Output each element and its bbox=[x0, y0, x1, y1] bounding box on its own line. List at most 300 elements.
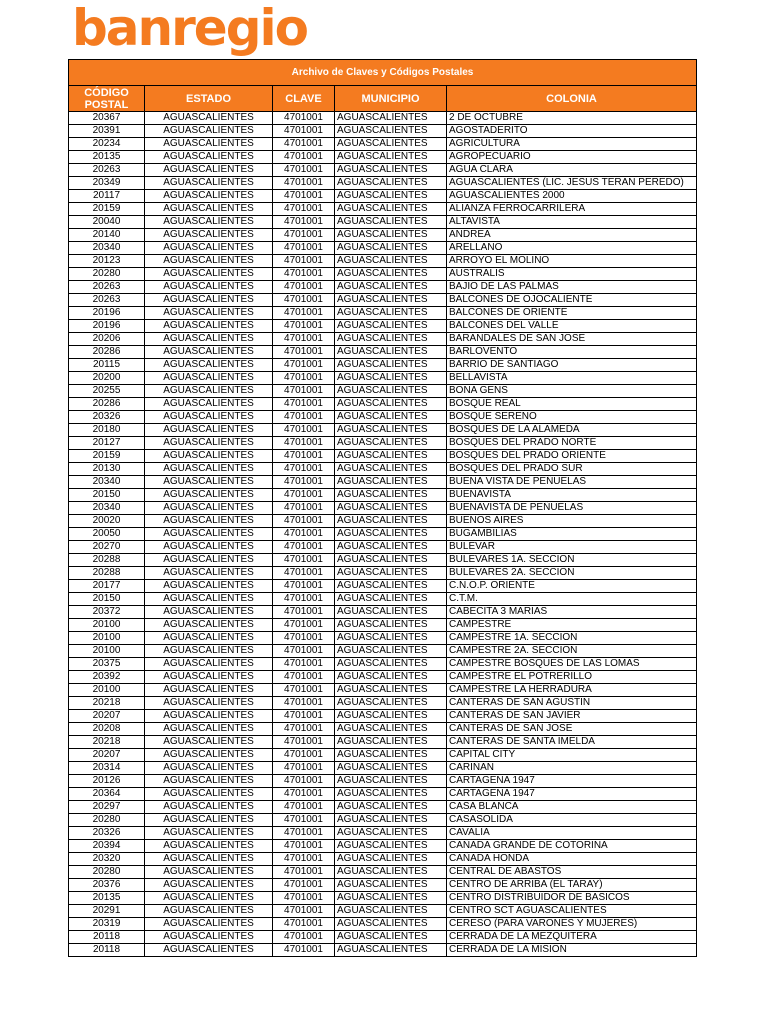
cell-colonia: AUSTRALIS bbox=[447, 268, 697, 281]
table-row bbox=[69, 619, 697, 632]
cell-municipio: AGUASCALIENTES bbox=[335, 866, 447, 879]
cell-codigo-postal: 20040 bbox=[69, 216, 145, 229]
cell-colonia: CARTAGENA 1947 bbox=[447, 775, 697, 788]
table-row bbox=[69, 528, 697, 541]
table-row bbox=[69, 164, 697, 177]
cell-codigo-postal: 20100 bbox=[69, 684, 145, 697]
cell-codigo-postal: 20326 bbox=[69, 827, 145, 840]
cell-estado: AGUASCALIENTES bbox=[145, 177, 273, 190]
cell-clave: 4701001 bbox=[273, 827, 335, 840]
table-title: Archivo de Claves y Códigos Postales bbox=[69, 60, 697, 86]
cell-municipio: AGUASCALIENTES bbox=[335, 203, 447, 216]
cell-clave: 4701001 bbox=[273, 164, 335, 177]
table-row bbox=[69, 372, 697, 385]
cell-clave: 4701001 bbox=[273, 203, 335, 216]
cell-estado: AGUASCALIENTES bbox=[145, 697, 273, 710]
cell-estado: AGUASCALIENTES bbox=[145, 749, 273, 762]
cell-codigo-postal: 20263 bbox=[69, 294, 145, 307]
cell-colonia: CAMPESTRE LA HERRADURA bbox=[447, 684, 697, 697]
cell-estado: AGUASCALIENTES bbox=[145, 125, 273, 138]
cell-colonia: BALCONES DE OJOCALIENTE bbox=[447, 294, 697, 307]
cell-clave: 4701001 bbox=[273, 840, 335, 853]
cell-clave: 4701001 bbox=[273, 489, 335, 502]
cell-colonia: BAJIO DE LAS PALMAS bbox=[447, 281, 697, 294]
cell-estado: AGUASCALIENTES bbox=[145, 515, 273, 528]
cell-colonia: CENTRO DE ARRIBA (EL TARAY) bbox=[447, 879, 697, 892]
cell-municipio: AGUASCALIENTES bbox=[335, 255, 447, 268]
cell-clave: 4701001 bbox=[273, 684, 335, 697]
table-row bbox=[69, 866, 697, 879]
cell-estado: AGUASCALIENTES bbox=[145, 476, 273, 489]
cell-clave: 4701001 bbox=[273, 749, 335, 762]
cell-codigo-postal: 20130 bbox=[69, 463, 145, 476]
cell-estado: AGUASCALIENTES bbox=[145, 164, 273, 177]
cell-colonia: ARELLANO bbox=[447, 242, 697, 255]
cell-codigo-postal: 20208 bbox=[69, 723, 145, 736]
cell-municipio: AGUASCALIENTES bbox=[335, 684, 447, 697]
cell-colonia: CENTRAL DE ABASTOS bbox=[447, 866, 697, 879]
cell-estado: AGUASCALIENTES bbox=[145, 281, 273, 294]
cell-municipio: AGUASCALIENTES bbox=[335, 788, 447, 801]
table-row bbox=[69, 216, 697, 229]
cell-municipio: AGUASCALIENTES bbox=[335, 918, 447, 931]
cell-municipio: AGUASCALIENTES bbox=[335, 385, 447, 398]
cell-estado: AGUASCALIENTES bbox=[145, 632, 273, 645]
cell-colonia: BALCONES DEL VALLE bbox=[447, 320, 697, 333]
cell-estado: AGUASCALIENTES bbox=[145, 216, 273, 229]
table-row bbox=[69, 697, 697, 710]
cell-codigo-postal: 20340 bbox=[69, 502, 145, 515]
cell-codigo-postal: 20375 bbox=[69, 658, 145, 671]
cell-clave: 4701001 bbox=[273, 138, 335, 151]
cell-municipio: AGUASCALIENTES bbox=[335, 346, 447, 359]
cell-municipio: AGUASCALIENTES bbox=[335, 775, 447, 788]
cell-codigo-postal: 20100 bbox=[69, 645, 145, 658]
table-row bbox=[69, 476, 697, 489]
cell-estado: AGUASCALIENTES bbox=[145, 723, 273, 736]
cell-clave: 4701001 bbox=[273, 528, 335, 541]
cell-estado: AGUASCALIENTES bbox=[145, 788, 273, 801]
cell-clave: 4701001 bbox=[273, 567, 335, 580]
cell-estado: AGUASCALIENTES bbox=[145, 580, 273, 593]
cell-municipio: AGUASCALIENTES bbox=[335, 138, 447, 151]
cell-clave: 4701001 bbox=[273, 736, 335, 749]
cell-codigo-postal: 20159 bbox=[69, 450, 145, 463]
table-row bbox=[69, 177, 697, 190]
cell-clave: 4701001 bbox=[273, 697, 335, 710]
cell-clave: 4701001 bbox=[273, 671, 335, 684]
cell-codigo-postal: 20117 bbox=[69, 190, 145, 203]
cell-municipio: AGUASCALIENTES bbox=[335, 320, 447, 333]
cell-colonia: AGROPECUARIO bbox=[447, 151, 697, 164]
cell-municipio: AGUASCALIENTES bbox=[335, 229, 447, 242]
table-row bbox=[69, 840, 697, 853]
cell-municipio: AGUASCALIENTES bbox=[335, 307, 447, 320]
cell-codigo-postal: 20340 bbox=[69, 242, 145, 255]
cell-clave: 4701001 bbox=[273, 944, 335, 957]
table-row bbox=[69, 775, 697, 788]
cell-colonia: C.T.M. bbox=[447, 593, 697, 606]
cell-colonia: CANTERAS DE SANTA IMELDA bbox=[447, 736, 697, 749]
cell-colonia: C.N.O.P. ORIENTE bbox=[447, 580, 697, 593]
cell-colonia: AGRICULTURA bbox=[447, 138, 697, 151]
cell-municipio: AGUASCALIENTES bbox=[335, 671, 447, 684]
cell-colonia: BUENA VISTA DE PEÑUELAS bbox=[447, 476, 697, 489]
cell-clave: 4701001 bbox=[273, 814, 335, 827]
cell-colonia: CANTERAS DE SAN AGUSTIN bbox=[447, 697, 697, 710]
cell-clave: 4701001 bbox=[273, 853, 335, 866]
cell-codigo-postal: 20180 bbox=[69, 424, 145, 437]
table-row bbox=[69, 294, 697, 307]
cell-clave: 4701001 bbox=[273, 580, 335, 593]
cell-codigo-postal: 20135 bbox=[69, 892, 145, 905]
table-row bbox=[69, 385, 697, 398]
cell-clave: 4701001 bbox=[273, 632, 335, 645]
cell-clave: 4701001 bbox=[273, 541, 335, 554]
cell-estado: AGUASCALIENTES bbox=[145, 138, 273, 151]
cell-clave: 4701001 bbox=[273, 658, 335, 671]
cell-estado: AGUASCALIENTES bbox=[145, 944, 273, 957]
cell-clave: 4701001 bbox=[273, 775, 335, 788]
cell-estado: AGUASCALIENTES bbox=[145, 736, 273, 749]
table-row bbox=[69, 879, 697, 892]
cell-municipio: AGUASCALIENTES bbox=[335, 333, 447, 346]
table-row bbox=[69, 892, 697, 905]
cell-municipio: AGUASCALIENTES bbox=[335, 645, 447, 658]
cell-codigo-postal: 20206 bbox=[69, 333, 145, 346]
cell-codigo-postal: 20234 bbox=[69, 138, 145, 151]
table-row bbox=[69, 203, 697, 216]
cell-estado: AGUASCALIENTES bbox=[145, 203, 273, 216]
cell-colonia: CAMPESTRE bbox=[447, 619, 697, 632]
cell-colonia: AGUA CLARA bbox=[447, 164, 697, 177]
cell-municipio: AGUASCALIENTES bbox=[335, 476, 447, 489]
cell-colonia: CAVALIA bbox=[447, 827, 697, 840]
cell-codigo-postal: 20364 bbox=[69, 788, 145, 801]
cell-municipio: AGUASCALIENTES bbox=[335, 827, 447, 840]
cell-colonia: BARLOVENTO bbox=[447, 346, 697, 359]
cell-codigo-postal: 20255 bbox=[69, 385, 145, 398]
cell-estado: AGUASCALIENTES bbox=[145, 567, 273, 580]
cell-municipio: AGUASCALIENTES bbox=[335, 879, 447, 892]
table-row bbox=[69, 502, 697, 515]
table-row bbox=[69, 333, 697, 346]
cell-municipio: AGUASCALIENTES bbox=[335, 710, 447, 723]
cell-municipio: AGUASCALIENTES bbox=[335, 125, 447, 138]
cell-clave: 4701001 bbox=[273, 190, 335, 203]
cell-estado: AGUASCALIENTES bbox=[145, 190, 273, 203]
cell-colonia: AGOSTADERITO bbox=[447, 125, 697, 138]
cell-estado: AGUASCALIENTES bbox=[145, 463, 273, 476]
cell-codigo-postal: 20286 bbox=[69, 398, 145, 411]
cell-codigo-postal: 20297 bbox=[69, 801, 145, 814]
cell-colonia: BUENAVISTA DE PEÑUELAS bbox=[447, 502, 697, 515]
cell-municipio: AGUASCALIENTES bbox=[335, 450, 447, 463]
cell-clave: 4701001 bbox=[273, 723, 335, 736]
cell-colonia: CANTERAS DE SAN JOSE bbox=[447, 723, 697, 736]
cell-municipio: AGUASCALIENTES bbox=[335, 190, 447, 203]
cell-municipio: AGUASCALIENTES bbox=[335, 944, 447, 957]
cell-estado: AGUASCALIENTES bbox=[145, 840, 273, 853]
cell-codigo-postal: 20118 bbox=[69, 944, 145, 957]
cell-codigo-postal: 20288 bbox=[69, 554, 145, 567]
cell-municipio: AGUASCALIENTES bbox=[335, 814, 447, 827]
cell-estado: AGUASCALIENTES bbox=[145, 359, 273, 372]
cell-codigo-postal: 20150 bbox=[69, 593, 145, 606]
cell-clave: 4701001 bbox=[273, 593, 335, 606]
cell-estado: AGUASCALIENTES bbox=[145, 645, 273, 658]
cell-clave: 4701001 bbox=[273, 463, 335, 476]
cell-municipio: AGUASCALIENTES bbox=[335, 723, 447, 736]
cell-estado: AGUASCALIENTES bbox=[145, 918, 273, 931]
table-row bbox=[69, 398, 697, 411]
table-row bbox=[69, 944, 697, 957]
cell-colonia: BUENOS AIRES bbox=[447, 515, 697, 528]
table-row bbox=[69, 489, 697, 502]
table-row bbox=[69, 658, 697, 671]
cell-colonia: BARRIO DE SANTIAGO bbox=[447, 359, 697, 372]
table-body bbox=[69, 112, 697, 957]
cell-municipio: AGUASCALIENTES bbox=[335, 463, 447, 476]
table-row bbox=[69, 268, 697, 281]
cell-municipio: AGUASCALIENTES bbox=[335, 398, 447, 411]
cell-estado: AGUASCALIENTES bbox=[145, 398, 273, 411]
cell-estado: AGUASCALIENTES bbox=[145, 346, 273, 359]
header-colonia: COLONIA bbox=[447, 86, 697, 112]
cell-municipio: AGUASCALIENTES bbox=[335, 840, 447, 853]
postal-code-sheet bbox=[68, 59, 696, 957]
cell-estado: AGUASCALIENTES bbox=[145, 866, 273, 879]
cell-municipio: AGUASCALIENTES bbox=[335, 411, 447, 424]
cell-estado: AGUASCALIENTES bbox=[145, 229, 273, 242]
cell-colonia: AGUASCALIENTES (LIC. JESUS TERAN PEREDO) bbox=[447, 177, 697, 190]
cell-municipio: AGUASCALIENTES bbox=[335, 801, 447, 814]
cell-codigo-postal: 20207 bbox=[69, 749, 145, 762]
header-clave: CLAVE bbox=[273, 86, 335, 112]
cell-colonia: AGUASCALIENTES 2000 bbox=[447, 190, 697, 203]
cell-estado: AGUASCALIENTES bbox=[145, 255, 273, 268]
cell-codigo-postal: 20376 bbox=[69, 879, 145, 892]
cell-codigo-postal: 20207 bbox=[69, 710, 145, 723]
cell-estado: AGUASCALIENTES bbox=[145, 710, 273, 723]
cell-clave: 4701001 bbox=[273, 320, 335, 333]
cell-estado: AGUASCALIENTES bbox=[145, 450, 273, 463]
cell-clave: 4701001 bbox=[273, 866, 335, 879]
cell-clave: 4701001 bbox=[273, 398, 335, 411]
header-estado: ESTADO bbox=[145, 86, 273, 112]
cell-colonia: ALIANZA FERROCARRILERA bbox=[447, 203, 697, 216]
cell-municipio: AGUASCALIENTES bbox=[335, 502, 447, 515]
cell-estado: AGUASCALIENTES bbox=[145, 619, 273, 632]
cell-clave: 4701001 bbox=[273, 424, 335, 437]
header-municipio: MUNICIPIO bbox=[335, 86, 447, 112]
cell-estado: AGUASCALIENTES bbox=[145, 320, 273, 333]
cell-colonia: BOSQUES DE LA ALAMEDA bbox=[447, 424, 697, 437]
cell-estado: AGUASCALIENTES bbox=[145, 541, 273, 554]
table-row bbox=[69, 827, 697, 840]
cell-clave: 4701001 bbox=[273, 177, 335, 190]
cell-municipio: AGUASCALIENTES bbox=[335, 593, 447, 606]
table-row bbox=[69, 151, 697, 164]
cell-colonia: BUGAMBILIAS bbox=[447, 528, 697, 541]
cell-estado: AGUASCALIENTES bbox=[145, 437, 273, 450]
cell-colonia: CAPITAL CITY bbox=[447, 749, 697, 762]
cell-codigo-postal: 20326 bbox=[69, 411, 145, 424]
cell-clave: 4701001 bbox=[273, 411, 335, 424]
cell-clave: 4701001 bbox=[273, 892, 335, 905]
cell-estado: AGUASCALIENTES bbox=[145, 853, 273, 866]
cell-colonia: CANTERAS DE SAN JAVIER bbox=[447, 710, 697, 723]
table-title-row bbox=[69, 60, 697, 86]
cell-codigo-postal: 20218 bbox=[69, 736, 145, 749]
table-row bbox=[69, 255, 697, 268]
cell-codigo-postal: 20391 bbox=[69, 125, 145, 138]
cell-codigo-postal: 20392 bbox=[69, 671, 145, 684]
table-row bbox=[69, 749, 697, 762]
cell-codigo-postal: 20123 bbox=[69, 255, 145, 268]
cell-municipio: AGUASCALIENTES bbox=[335, 515, 447, 528]
cell-estado: AGUASCALIENTES bbox=[145, 905, 273, 918]
cell-clave: 4701001 bbox=[273, 879, 335, 892]
banregio-logo: banregio bbox=[72, 0, 307, 57]
cell-municipio: AGUASCALIENTES bbox=[335, 632, 447, 645]
cell-codigo-postal: 20286 bbox=[69, 346, 145, 359]
cell-clave: 4701001 bbox=[273, 762, 335, 775]
cell-colonia: CAMPESTRE 1A. SECCION bbox=[447, 632, 697, 645]
cell-clave: 4701001 bbox=[273, 255, 335, 268]
table-row bbox=[69, 320, 697, 333]
table-row bbox=[69, 515, 697, 528]
table-row bbox=[69, 788, 697, 801]
cell-clave: 4701001 bbox=[273, 242, 335, 255]
cell-colonia: ALTAVISTA bbox=[447, 216, 697, 229]
cell-estado: AGUASCALIENTES bbox=[145, 372, 273, 385]
cell-clave: 4701001 bbox=[273, 385, 335, 398]
cell-colonia: BUENAVISTA bbox=[447, 489, 697, 502]
cell-colonia: CAMPESTRE BOSQUES DE LAS LOMAS bbox=[447, 658, 697, 671]
cell-colonia: BOSQUES DEL PRADO ORIENTE bbox=[447, 450, 697, 463]
cell-colonia: CENTRO SCT AGUASCALIENTES bbox=[447, 905, 697, 918]
cell-codigo-postal: 20320 bbox=[69, 853, 145, 866]
cell-clave: 4701001 bbox=[273, 294, 335, 307]
cell-municipio: AGUASCALIENTES bbox=[335, 424, 447, 437]
cell-clave: 4701001 bbox=[273, 125, 335, 138]
cell-municipio: AGUASCALIENTES bbox=[335, 658, 447, 671]
cell-codigo-postal: 20100 bbox=[69, 632, 145, 645]
cell-codigo-postal: 20200 bbox=[69, 372, 145, 385]
cell-municipio: AGUASCALIENTES bbox=[335, 177, 447, 190]
cell-estado: AGUASCALIENTES bbox=[145, 762, 273, 775]
cell-codigo-postal: 20340 bbox=[69, 476, 145, 489]
cell-estado: AGUASCALIENTES bbox=[145, 775, 273, 788]
table-row bbox=[69, 307, 697, 320]
cell-colonia: BOSQUE REAL bbox=[447, 398, 697, 411]
cell-colonia: CAÑADA HONDA bbox=[447, 853, 697, 866]
cell-colonia: BOSQUES DEL PRADO SUR bbox=[447, 463, 697, 476]
cell-estado: AGUASCALIENTES bbox=[145, 606, 273, 619]
cell-clave: 4701001 bbox=[273, 359, 335, 372]
cell-municipio: AGUASCALIENTES bbox=[335, 905, 447, 918]
cell-estado: AGUASCALIENTES bbox=[145, 424, 273, 437]
cell-codigo-postal: 20100 bbox=[69, 619, 145, 632]
cell-codigo-postal: 20150 bbox=[69, 489, 145, 502]
cell-codigo-postal: 20349 bbox=[69, 177, 145, 190]
cell-codigo-postal: 20288 bbox=[69, 567, 145, 580]
cell-estado: AGUASCALIENTES bbox=[145, 892, 273, 905]
cell-clave: 4701001 bbox=[273, 645, 335, 658]
cell-codigo-postal: 20263 bbox=[69, 281, 145, 294]
cell-colonia: CASASOLIDA bbox=[447, 814, 697, 827]
cell-codigo-postal: 20115 bbox=[69, 359, 145, 372]
cell-colonia: BELLAVISTA bbox=[447, 372, 697, 385]
cell-clave: 4701001 bbox=[273, 905, 335, 918]
cell-codigo-postal: 20280 bbox=[69, 268, 145, 281]
cell-colonia: ARROYO EL MOLINO bbox=[447, 255, 697, 268]
cell-codigo-postal: 20270 bbox=[69, 541, 145, 554]
table-row bbox=[69, 853, 697, 866]
cell-codigo-postal: 20140 bbox=[69, 229, 145, 242]
table-row bbox=[69, 281, 697, 294]
table-row bbox=[69, 567, 697, 580]
cell-clave: 4701001 bbox=[273, 515, 335, 528]
cell-municipio: AGUASCALIENTES bbox=[335, 580, 447, 593]
table-row bbox=[69, 424, 697, 437]
cell-colonia: BULEVAR bbox=[447, 541, 697, 554]
cell-estado: AGUASCALIENTES bbox=[145, 307, 273, 320]
table-row bbox=[69, 359, 697, 372]
cell-municipio: AGUASCALIENTES bbox=[335, 567, 447, 580]
cell-estado: AGUASCALIENTES bbox=[145, 489, 273, 502]
table-row bbox=[69, 450, 697, 463]
table-row bbox=[69, 931, 697, 944]
cell-estado: AGUASCALIENTES bbox=[145, 268, 273, 281]
cell-estado: AGUASCALIENTES bbox=[145, 684, 273, 697]
table-row bbox=[69, 710, 697, 723]
cell-clave: 4701001 bbox=[273, 554, 335, 567]
cell-colonia: CERRADA DE LA MISION bbox=[447, 944, 697, 957]
cell-colonia: BONA GENS bbox=[447, 385, 697, 398]
cell-clave: 4701001 bbox=[273, 307, 335, 320]
cell-municipio: AGUASCALIENTES bbox=[335, 242, 447, 255]
cell-codigo-postal: 20050 bbox=[69, 528, 145, 541]
cell-colonia: CASA BLANCA bbox=[447, 801, 697, 814]
cell-estado: AGUASCALIENTES bbox=[145, 801, 273, 814]
cell-codigo-postal: 20280 bbox=[69, 866, 145, 879]
cell-estado: AGUASCALIENTES bbox=[145, 879, 273, 892]
cell-clave: 4701001 bbox=[273, 606, 335, 619]
cell-colonia: CAMPESTRE 2A. SECCION bbox=[447, 645, 697, 658]
cell-codigo-postal: 20319 bbox=[69, 918, 145, 931]
cell-municipio: AGUASCALIENTES bbox=[335, 359, 447, 372]
cell-colonia: CARTAGENA 1947 bbox=[447, 788, 697, 801]
cell-municipio: AGUASCALIENTES bbox=[335, 749, 447, 762]
cell-clave: 4701001 bbox=[273, 229, 335, 242]
cell-clave: 4701001 bbox=[273, 333, 335, 346]
cell-estado: AGUASCALIENTES bbox=[145, 593, 273, 606]
table-row bbox=[69, 411, 697, 424]
table-row bbox=[69, 684, 697, 697]
cell-clave: 4701001 bbox=[273, 710, 335, 723]
cell-estado: AGUASCALIENTES bbox=[145, 151, 273, 164]
cell-municipio: AGUASCALIENTES bbox=[335, 697, 447, 710]
cell-codigo-postal: 20280 bbox=[69, 814, 145, 827]
table-row bbox=[69, 242, 697, 255]
cell-codigo-postal: 20218 bbox=[69, 697, 145, 710]
cell-clave: 4701001 bbox=[273, 346, 335, 359]
cell-municipio: AGUASCALIENTES bbox=[335, 892, 447, 905]
cell-clave: 4701001 bbox=[273, 502, 335, 515]
cell-municipio: AGUASCALIENTES bbox=[335, 268, 447, 281]
